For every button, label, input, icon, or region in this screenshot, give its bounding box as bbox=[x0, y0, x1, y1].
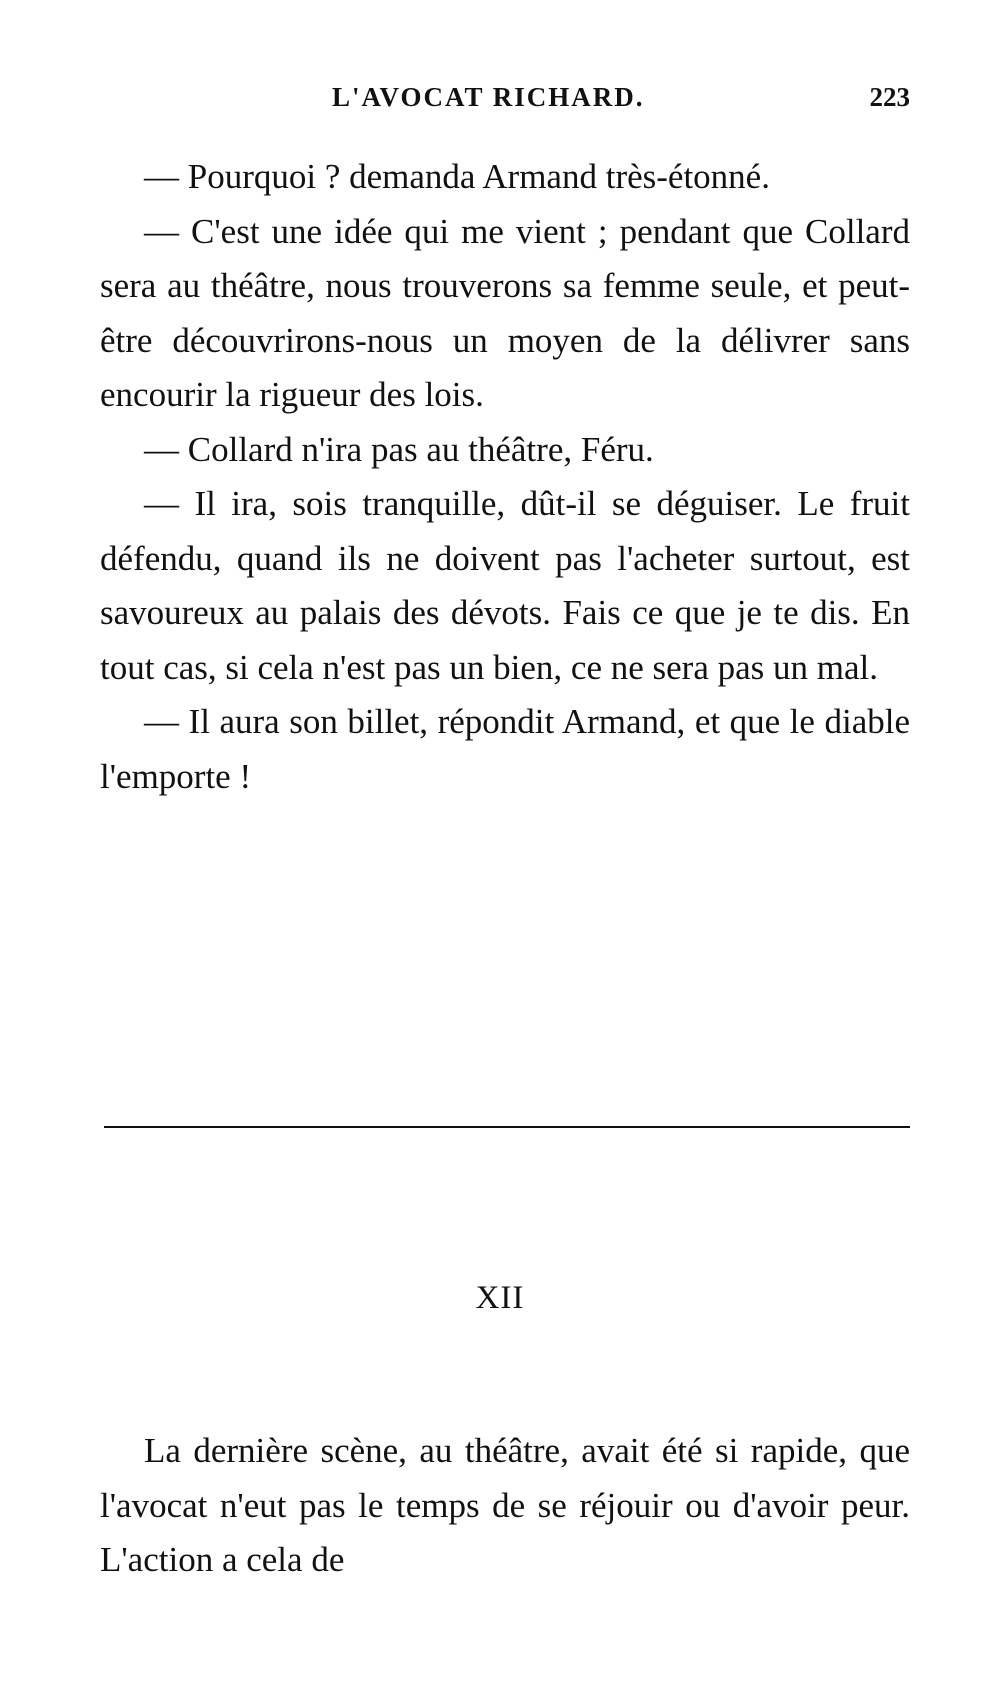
section-divider bbox=[104, 1126, 910, 1128]
paragraph: La dernière scène, au théâtre, avait été si rapide, que l'avocat n'eut pas le temps de se réjouir ou d'avoir peur. L'action a cela de bbox=[100, 1431, 910, 1579]
paragraph: — Il ira, sois tranquille, dût-il se déguiser. Le fruit défendu, quand ils ne doivent pas l'acheter surtout, est savoureux au palais des dévots. Fais ce que je te dis. En tout cas, si cela n'est pas un bien, ce ne sera pas un mal. bbox=[100, 484, 910, 687]
page-number: 223 bbox=[869, 82, 910, 112]
paragraph: — Pourquoi ? demanda Armand très-étonné. bbox=[144, 157, 770, 196]
paragraph: — Il aura son billet, répondit Armand, et que le diable l'emporte ! bbox=[100, 702, 910, 796]
paragraph: — C'est une idée qui me vient ; pendant que Collard sera au théâtre, nous trouverons sa femme seule, et peut-être découvrirons-nous un moyen de la délivrer sans encourir la rigueur des lois. bbox=[100, 211, 910, 414]
page-header bbox=[100, 82, 910, 122]
running-head: L'AVOCAT RICHARD. bbox=[332, 82, 645, 112]
body-text bbox=[100, 150, 910, 804]
chapter-text bbox=[100, 1424, 910, 1588]
chapter-heading: XII bbox=[475, 1280, 525, 1316]
paragraph: — Collard n'ira pas au théâtre, Féru. bbox=[144, 429, 654, 469]
